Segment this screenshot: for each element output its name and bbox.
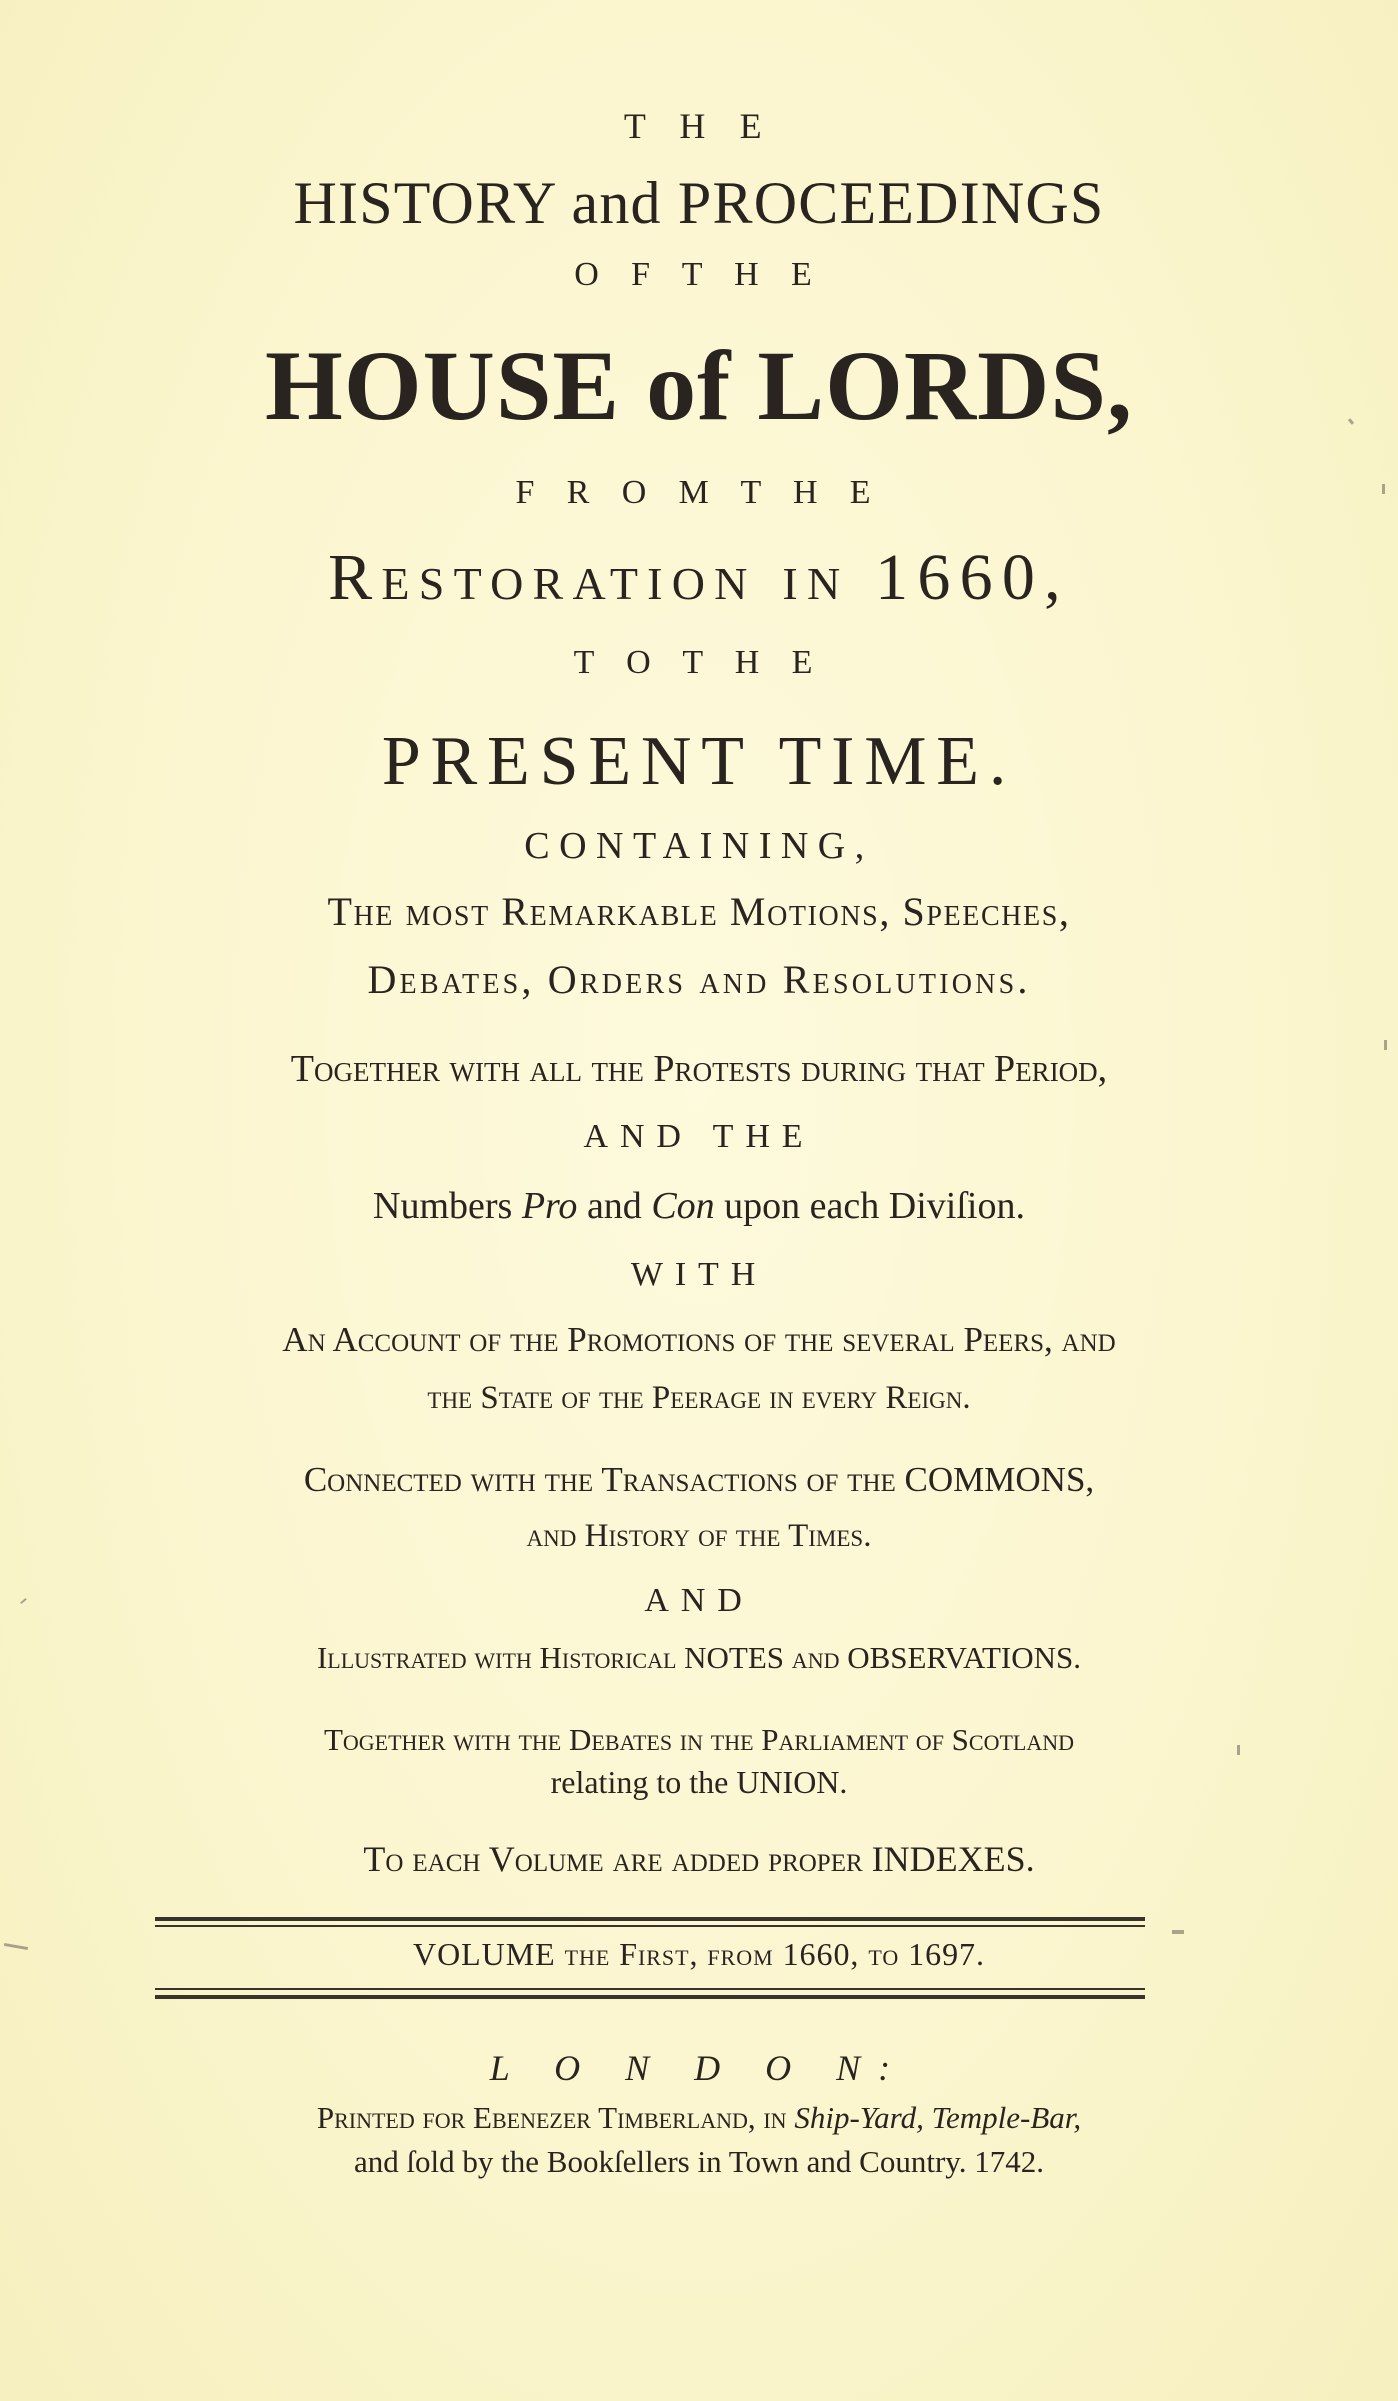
with-line: WITH [630,1256,768,1293]
printed-for-line [0,2102,1398,2133]
debates-scotland-line: Together with the Debates in the Parliament of Scotland [323,1722,1075,1757]
from-the-heading: F R O M T H E [515,474,883,511]
paper-speck [1237,1745,1240,1755]
restoration-heading: Restoration in 1660, [328,541,1070,614]
debates-orders-line: Debates, Orders and Resolutions. [367,957,1031,1002]
remarkable-motions-line: The moſt Remarkable Motions, Speeches, [327,889,1071,934]
rule-above-volume [155,1917,1145,1921]
and-line: AND [644,1582,754,1619]
london-line: L O N D O N: [489,2048,909,2088]
rule-below-volume [155,1995,1145,1999]
state-of-peerage-line: the State of the Peerage in every Reign. [427,1380,971,1416]
sold-by-line: and ſold by the Bookſellers in Town and Country. 1742. [353,2144,1045,2179]
containing-heading: CONTAINING, [524,825,874,867]
numbers-text-c: upon each Diviſion. [714,1185,1025,1227]
house-of-lords-heading: HOUSE of LORDS, [265,330,1133,441]
account-promotions-line: An Account of the Promotions of the ſeveral Peers, and [282,1320,1116,1359]
history-of-times-line: and History of the Times. [526,1518,872,1554]
illustrated-notes-line: Illuſtrated with Historical NOTES and OBSERVATIONS. [316,1640,1082,1675]
ship-yard-text: Ship-Yard, [794,2100,924,2135]
protests-line: Together with all the Protests during that Period, [290,1048,1108,1090]
paper-speck [1384,1040,1387,1050]
numbers-pro: Pro [521,1185,578,1227]
numbers-text-a: Numbers [373,1185,522,1227]
numbers-pro-con-line [0,1187,1398,1225]
connected-commons-line: Connected with the Tranſactions of the COMMONS, [303,1460,1095,1499]
printed-for-text: Printed for Ebenezer Timberland, in [316,2100,795,2135]
rule-below-volume-thin [155,1988,1145,1990]
temple-bar-text: Temple-Bar, [923,2100,1082,2135]
the-heading: T H E [623,106,775,146]
paper-speck [1382,484,1385,494]
of-the-heading: O F T H E [574,256,824,293]
to-the-heading: T O T H E [573,644,825,681]
numbers-con: Con [651,1185,715,1227]
paper-speck [1172,1930,1184,1934]
and-the-line: AND THE [583,1118,815,1155]
volume-line: VOLUME the First, from 1660, to 1697. [413,1936,985,1972]
numbers-text-b: and [577,1185,652,1227]
indexes-line: To each Volume are added proper INDEXES. [363,1839,1035,1879]
relating-union-line: relating to the UNION. [550,1764,848,1800]
rule-above-volume-thin [155,1925,1145,1927]
present-time-heading: PRESENT TIME. [381,723,1017,800]
history-proceedings-heading: HISTORY and PROCEEDINGS [293,170,1105,236]
